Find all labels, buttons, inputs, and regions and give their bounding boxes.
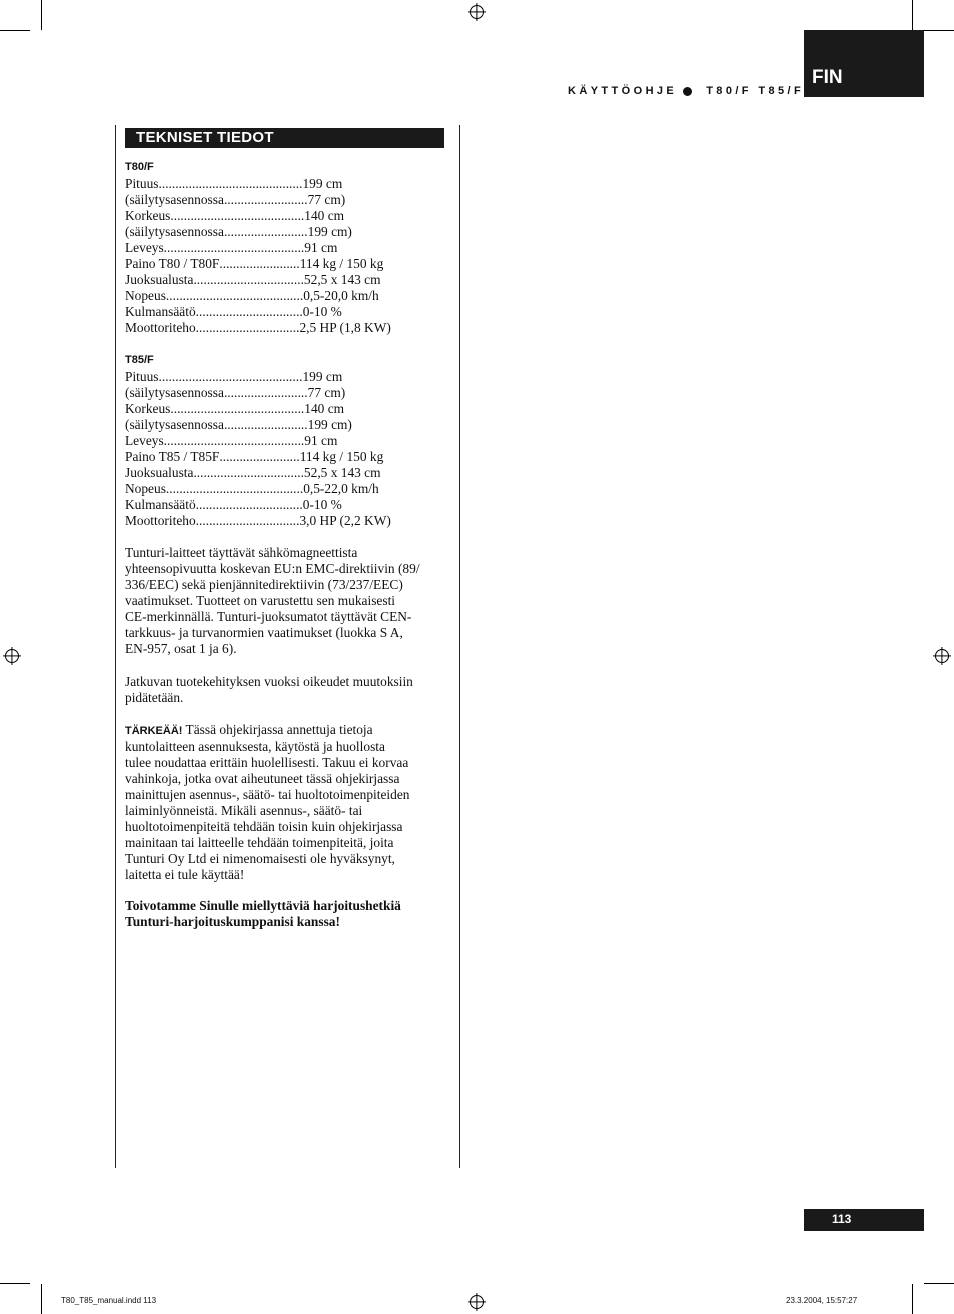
spec-value: 114 kg / 150 kg (299, 449, 384, 464)
spec-row (125, 481, 445, 497)
spec-label: (säilytysasennossa (125, 192, 224, 207)
text-line: kuntolaitteen asennuksesta, käytöstä ja huollosta (125, 739, 385, 754)
crop-mark (924, 30, 954, 31)
crop-mark (41, 1284, 42, 1314)
registration-mark-icon (470, 5, 484, 19)
crop-mark (41, 0, 42, 30)
text-line: Tunturi-harjoituskumppanisi kanssa! (125, 914, 340, 929)
registration-mark-icon (470, 1295, 484, 1309)
text-line: vahinkoja, jotka ovat aiheutuneet tässä ohjekirjassa (125, 771, 400, 786)
spec-row (125, 304, 445, 320)
spec-label: Pituus (125, 176, 159, 191)
spec-label: Moottoriteho (125, 320, 196, 335)
spec-leader: ............................... (195, 513, 300, 528)
spec-list-t85 (125, 369, 445, 529)
spec-row (125, 433, 445, 449)
spec-row (125, 224, 445, 240)
warning-lines (125, 739, 441, 883)
spec-row (125, 256, 445, 272)
text-line: Jatkuvan tuotekehityksen vuoksi oikeudet muutoksiin (125, 674, 413, 689)
text-line: Toivotamme Sinulle miellyttäviä harjoitushetkiä (125, 898, 401, 913)
spec-row (125, 208, 445, 224)
spec-value: 52,5 x 143 cm (303, 272, 381, 287)
text-line: mainittujen asennus-, säätö- tai huoltotoimenpiteiden (125, 787, 410, 802)
spec-leader: ........................................... (158, 369, 303, 384)
page-number: 113 (832, 1212, 852, 1226)
spec-row (125, 449, 445, 465)
spec-row (125, 465, 445, 481)
spec-label: Pituus (125, 369, 159, 384)
spec-label: Kulmansäätö (125, 304, 196, 319)
spec-row (125, 240, 445, 256)
warning-paragraph (125, 722, 441, 883)
language-label: FIN (812, 67, 843, 88)
spec-label: Leveys (125, 433, 164, 448)
text-line: Tunturi-laitteet täyttävät sähkömagneettista (125, 545, 358, 560)
column-rule-right (459, 125, 460, 1168)
bullet-icon (683, 87, 692, 96)
footer-file: T80_T85_manual.indd 113 (61, 1296, 157, 1305)
compliance-paragraph (125, 545, 441, 657)
spec-leader: ........................ (219, 449, 300, 464)
model-heading-t80: T80/F (125, 161, 154, 173)
text-line: huoltotoimenpiteitä tehdään toisin kuin ohjekirjassa (125, 819, 403, 834)
spec-label: Leveys (125, 240, 164, 255)
spec-leader: ................................ (195, 304, 303, 319)
text-line: EN-957, osat 1 ja 6). (125, 641, 237, 656)
spec-leader: ......................... (223, 224, 308, 239)
text-line: 336/EEC) sekä pienjännitedirektiivin (73/237/EEC) (125, 577, 403, 592)
spec-label: (säilytysasennossa (125, 417, 224, 432)
spec-value: 140 cm (304, 208, 345, 223)
text-line: pidätetään. (125, 690, 184, 705)
spec-value: 2,5 HP (1,8 KW) (299, 320, 391, 335)
text-line: tulee noudattaa erittäin huolellisesti. Takuu ei korvaa (125, 755, 409, 770)
text-line: CE-merkinnällä. Tunturi-juoksumatot täyttävät CEN- (125, 609, 412, 624)
running-header (568, 85, 804, 97)
text-line: Tunturi Oy Ltd ei nimenomaisesti ole hyväksynyt, (125, 851, 395, 866)
spec-leader: ......................... (223, 417, 308, 432)
text-line: tarkkuus- ja turvanormien vaatimukset (luokka S A, (125, 625, 403, 640)
spec-row (125, 176, 445, 192)
spec-leader: ......................... (223, 385, 308, 400)
spec-label: (säilytysasennossa (125, 224, 224, 239)
spec-value: 52,5 x 143 cm (303, 465, 381, 480)
spec-leader: ......................... (223, 192, 308, 207)
spec-value: 3,0 HP (2,2 KW) (299, 513, 391, 528)
spec-label: Nopeus (125, 288, 166, 303)
spec-value: 114 kg / 150 kg (299, 256, 384, 271)
spec-leader: ................................. (193, 465, 304, 480)
spec-list-t80 (125, 176, 445, 336)
text-line: yhteensopivuutta koskevan EU:n EMC-direktiivin (89/ (125, 561, 420, 576)
spec-label: Moottoriteho (125, 513, 196, 528)
spec-label: Nopeus (125, 481, 166, 496)
crop-mark (924, 1283, 954, 1284)
doc-title: KÄYTTÖOHJE (568, 85, 678, 97)
crop-mark (0, 1283, 30, 1284)
spec-value: 199 cm (302, 369, 343, 384)
warning-first-line: Tässä ohjekirjassa annettuja tietoja (182, 722, 373, 737)
crop-mark (912, 1284, 913, 1314)
spec-row (125, 417, 445, 433)
text-line: laiminlyönneistä. Mikäli asennus-, säätö- tai (125, 803, 363, 818)
spec-leader: ........................ (219, 256, 300, 271)
spec-label: Paino T85 / T85F (125, 449, 220, 464)
spec-leader: ........................................ (170, 208, 305, 223)
footer-timestamp: 23.3.2004, 15:57:27 (786, 1296, 858, 1305)
spec-row (125, 385, 445, 401)
spec-row (125, 192, 445, 208)
language-tab (804, 30, 924, 97)
spec-label: Juoksualusta (125, 465, 194, 480)
spec-leader: ......................................... (165, 288, 304, 303)
spec-row (125, 513, 445, 529)
spec-value: 0-10 % (302, 497, 342, 512)
spec-value: 91 cm (304, 240, 338, 255)
spec-value: 0,5-22,0 km/h (303, 481, 379, 496)
spec-label: Korkeus (125, 401, 171, 416)
spec-value: 77 cm) (307, 192, 346, 207)
spec-value: 140 cm (304, 401, 345, 416)
spec-label: (säilytysasennossa (125, 385, 224, 400)
spec-value: 0,5-20,0 km/h (303, 288, 379, 303)
page-number-tab (804, 1209, 924, 1231)
text-line: laitetta ei tule käyttää! (125, 867, 245, 882)
spec-leader: .......................................... (163, 240, 305, 255)
section-title: TEKNISET TIEDOT (136, 129, 274, 146)
text-line: mainitaan tai laitteelle tehdään toimenpiteitä, joita (125, 835, 394, 850)
spec-row (125, 369, 445, 385)
spec-leader: ......................................... (165, 481, 304, 496)
spec-label: Kulmansäätö (125, 497, 196, 512)
section-title-bar (125, 128, 444, 148)
spec-row (125, 288, 445, 304)
spec-value: 91 cm (304, 433, 338, 448)
closing-paragraph (125, 898, 441, 930)
spec-leader: .......................................... (163, 433, 305, 448)
model-names: T80/F T85/F (706, 85, 805, 97)
spec-value: 199 cm) (307, 417, 352, 432)
spec-label: Paino T80 / T80F (125, 256, 220, 271)
spec-leader: ........................................... (158, 176, 303, 191)
spec-leader: ................................ (195, 497, 303, 512)
spec-value: 77 cm) (307, 385, 346, 400)
crop-mark (0, 30, 30, 31)
spec-row (125, 272, 445, 288)
spec-label: Juoksualusta (125, 272, 194, 287)
spec-value: 199 cm (302, 176, 343, 191)
registration-mark-icon (5, 649, 19, 663)
spec-leader: ............................... (195, 320, 300, 335)
registration-mark-icon (935, 649, 949, 663)
spec-row (125, 497, 445, 513)
text-line: vaatimukset. Tuotteet on varustettu sen mukaisesti (125, 593, 396, 608)
spec-value: 0-10 % (302, 304, 342, 319)
spec-label: Korkeus (125, 208, 171, 223)
spec-value: 199 cm) (307, 224, 352, 239)
column-rule-left (115, 125, 116, 1168)
spec-leader: ................................. (193, 272, 304, 287)
crop-mark (912, 0, 913, 30)
model-heading-t85: T85/F (125, 354, 154, 366)
warning-label: TÄRKEÄÄ! (125, 725, 183, 737)
spec-row (125, 401, 445, 417)
spec-leader: ........................................ (170, 401, 305, 416)
rights-paragraph (125, 674, 441, 706)
spec-row (125, 320, 445, 336)
